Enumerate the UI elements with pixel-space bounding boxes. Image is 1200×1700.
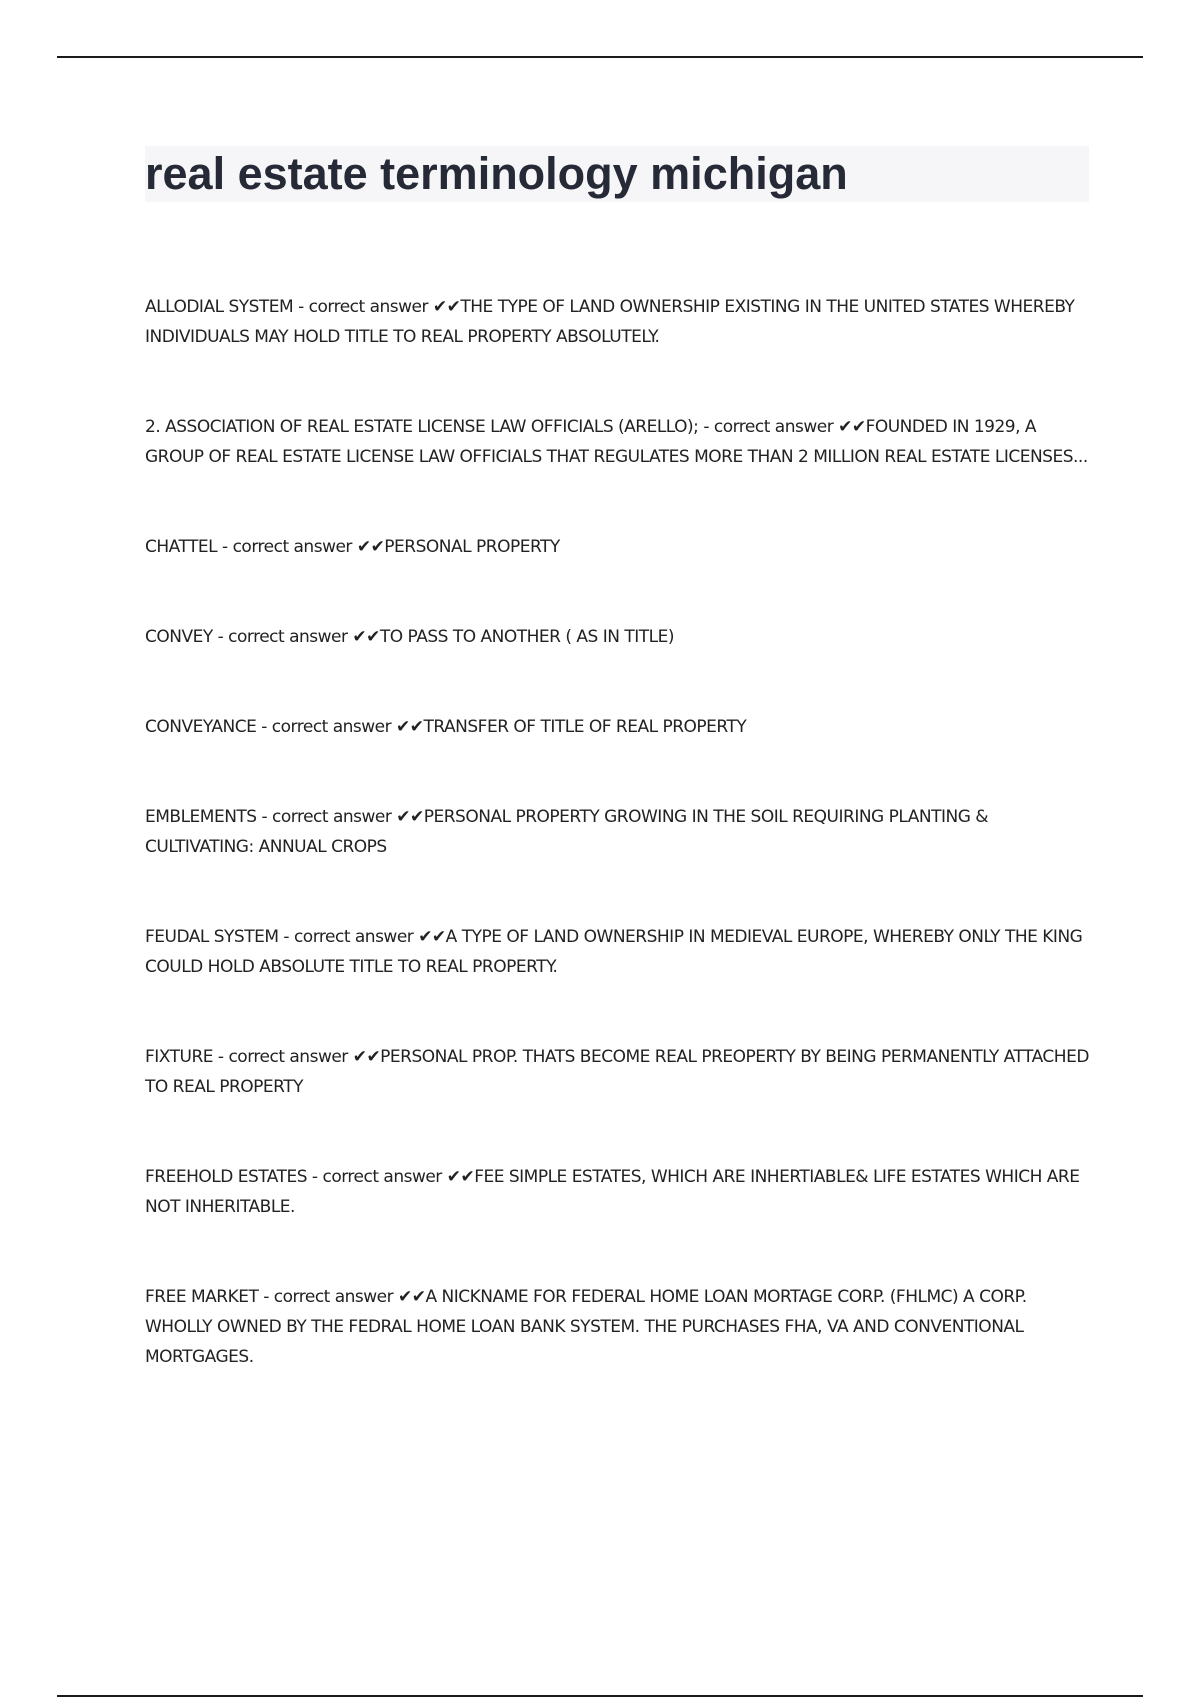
term-entry: FREE MARKET - correct answer ✔✔A NICKNAME FOR FEDERAL HOME LOAN MORTAGE CORP. (FHLMC) A CORP. WHOLLY OWNED BY THE FEDRAL HOME LOAN BANK SYSTEM. THE PURCHASES FHA, VA AND CONVENTIONAL MORTGAGES.: [145, 1287, 1027, 1367]
term-entry: FIXTURE - correct answer ✔✔PERSONAL PROP. THATS BECOME REAL PREOPERTY BY BEING PERMANENTLY ATTACHED TO REAL PROPERTY: [145, 1047, 1089, 1097]
term-entry: ALLODIAL SYSTEM - correct answer ✔✔THE TYPE OF LAND OWNERSHIP EXISTING IN THE UNITED STATES WHEREBY INDIVIDUALS MAY HOLD TITLE TO REAL PROPERTY ABSOLUTELY.: [145, 297, 1075, 347]
title-banner: [145, 146, 1089, 202]
term-entry: FREEHOLD ESTATES - correct answer ✔✔FEE SIMPLE ESTATES, WHICH ARE INHERTIABLE& LIFE ESTATES WHICH ARE NOT INHERITABLE.: [145, 1167, 1080, 1217]
term-entry: CONVEYANCE - correct answer ✔✔TRANSFER OF TITLE OF REAL PROPERTY: [145, 717, 747, 737]
term-list: [145, 292, 1090, 1432]
term-entry: CHATTEL - correct answer ✔✔PERSONAL PROPERTY: [145, 537, 560, 557]
bottom-divider: [57, 1695, 1143, 1697]
term-entry: 2. ASSOCIATION OF REAL ESTATE LICENSE LAW OFFICIALS (ARELLO); - correct answer ✔✔FOUNDED IN 1929, A GROUP OF REAL ESTATE LICENSE LAW OFFICIALS THAT REGULATES MORE THAN 2 MILLION REAL ESTATE LICENSES...: [145, 417, 1088, 467]
term-entry: EMBLEMENTS - correct answer ✔✔PERSONAL PROPERTY GROWING IN THE SOIL REQUIRING PLANTING & CULTIVATING: ANNUAL CROPS: [145, 807, 989, 857]
top-divider: [57, 56, 1143, 58]
term-entry: FEUDAL SYSTEM - correct answer ✔✔A TYPE OF LAND OWNERSHIP IN MEDIEVAL EUROPE, WHEREBY ONLY THE KING COULD HOLD ABSOLUTE TITLE TO REAL PROPERTY.: [145, 927, 1083, 977]
page-title: real estate terminology michigan: [145, 148, 848, 199]
term-entry: CONVEY - correct answer ✔✔TO PASS TO ANOTHER ( AS IN TITLE): [145, 627, 674, 647]
